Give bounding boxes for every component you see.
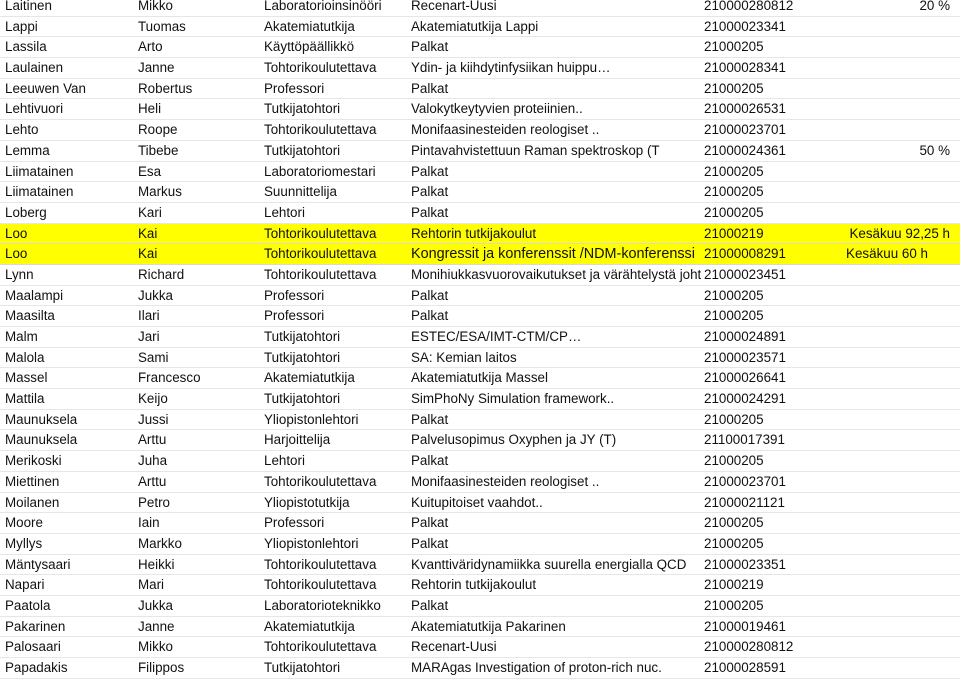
first-name-cell[interactable]: Mari	[138, 577, 165, 593]
first-name-cell[interactable]: Tibebe	[138, 142, 179, 158]
table-row-highlighted[interactable]	[0, 224, 960, 245]
project-cell[interactable]: Palkat	[411, 204, 449, 220]
job-title-cell[interactable]: Suunnittelija	[264, 184, 337, 200]
table-row[interactable]	[0, 555, 960, 576]
table-row[interactable]	[0, 182, 960, 203]
project-cell[interactable]: Akatemiatutkija Lappi	[411, 18, 539, 34]
project-code-cell[interactable]: 21000021121	[704, 494, 785, 510]
surname-cell[interactable]: Leeuwen Van	[5, 80, 86, 96]
project-code-cell[interactable]: 21000205	[704, 515, 764, 531]
first-name-cell[interactable]: Kai	[138, 246, 158, 262]
table-row[interactable]	[0, 575, 960, 596]
surname-cell[interactable]: Palosaari	[5, 639, 61, 655]
surname-cell[interactable]: Lassila	[5, 39, 47, 55]
first-name-cell[interactable]: Francesco	[138, 370, 201, 386]
project-cell[interactable]: Palkat	[411, 287, 449, 303]
project-code-cell[interactable]: 21100017391	[704, 432, 785, 448]
project-cell[interactable]: Monihiukkasvuorovaikutukset ja värähtelystä joht	[411, 266, 701, 282]
job-title-cell[interactable]: Akatemiatutkija	[264, 618, 355, 634]
surname-cell[interactable]: Liimatainen	[5, 184, 74, 200]
table-row[interactable]	[0, 0, 960, 17]
job-title-cell[interactable]: Tutkijatohtori	[264, 142, 341, 158]
job-title-cell[interactable]: Tutkijatohtori	[264, 349, 341, 365]
project-cell[interactable]: Pintavahvistettuun Raman spektroskop (T	[411, 142, 660, 158]
table-row[interactable]	[0, 58, 960, 79]
project-cell[interactable]: Palkat	[411, 515, 449, 531]
first-name-cell[interactable]: Petro	[138, 494, 171, 510]
table-row[interactable]	[0, 389, 960, 410]
table-row[interactable]	[0, 451, 960, 472]
project-code-cell[interactable]: 21000028341	[704, 60, 786, 76]
surname-cell[interactable]: Lynn	[5, 266, 34, 282]
job-title-cell[interactable]: Professori	[264, 287, 325, 303]
job-title-cell[interactable]: Lehtori	[264, 453, 305, 469]
table-row[interactable]	[0, 99, 960, 120]
project-code-cell[interactable]: 21000024361	[704, 142, 786, 158]
job-title-cell[interactable]: Tohtorikoulutettava	[264, 246, 377, 262]
surname-cell[interactable]: Loberg	[5, 204, 47, 220]
job-title-cell[interactable]: Akatemiatutkija	[264, 18, 355, 34]
surname-cell[interactable]: Moore	[5, 515, 43, 531]
project-cell[interactable]: Valokytkeytyvien proteiinien..	[411, 101, 583, 117]
job-title-cell[interactable]: Käyttöpäällikkö	[264, 39, 355, 55]
surname-cell[interactable]: Maunuksela	[5, 411, 78, 427]
table-row[interactable]	[0, 430, 960, 451]
table-row[interactable]	[0, 327, 960, 348]
project-code-cell[interactable]: 21000205	[704, 80, 764, 96]
table-row[interactable]	[0, 286, 960, 307]
job-title-cell[interactable]: Tohtorikoulutettava	[264, 122, 377, 138]
table-row[interactable]	[0, 472, 960, 493]
surname-cell[interactable]: Myllys	[5, 535, 43, 551]
project-cell[interactable]: Palkat	[411, 80, 449, 96]
project-cell[interactable]: ESTEC/ESA/IMT-CTM/CP…	[411, 329, 582, 344]
first-name-cell[interactable]: Heikki	[138, 556, 175, 572]
first-name-cell[interactable]: Roope	[138, 122, 178, 138]
project-code-cell[interactable]: 21000205	[704, 287, 764, 303]
table-row[interactable]	[0, 17, 960, 38]
first-name-cell[interactable]: Janne	[138, 618, 175, 634]
surname-cell[interactable]: Lemma	[5, 142, 50, 158]
job-title-cell[interactable]: Tohtorikoulutettava	[264, 577, 377, 593]
first-name-cell[interactable]: Keijo	[138, 391, 168, 407]
job-title-cell[interactable]: Tutkijatohtori	[264, 391, 341, 407]
job-title-cell[interactable]: Tutkijatohtori	[264, 101, 341, 117]
project-code-cell[interactable]: 21000023701	[704, 122, 786, 138]
surname-cell[interactable]: Merikoski	[5, 453, 62, 469]
table-row[interactable]	[0, 79, 960, 100]
project-code-cell[interactable]: 21000023451	[704, 266, 786, 282]
first-name-cell[interactable]: Jukka	[138, 287, 173, 303]
project-cell[interactable]: Kvanttiväridynamiikka suurella energialla QCD	[411, 556, 687, 572]
job-title-cell[interactable]: Harjoittelija	[264, 432, 331, 448]
surname-cell[interactable]: Napari	[5, 577, 45, 593]
project-cell[interactable]: Kuitupitoiset vaahdot..	[411, 494, 543, 510]
first-name-cell[interactable]: Mikko	[138, 0, 173, 13]
project-cell[interactable]: SA: Kemian laitos	[411, 349, 517, 365]
first-name-cell[interactable]: Kari	[138, 204, 162, 220]
project-cell[interactable]: Akatemiatutkija Pakarinen	[411, 618, 566, 634]
job-title-cell[interactable]: Professori	[264, 515, 325, 531]
job-title-cell[interactable]: Yliopistonlehtori	[264, 535, 359, 551]
surname-cell[interactable]: Lehto	[5, 122, 39, 138]
project-cell[interactable]: Rehtorin tutkijakoulut	[411, 577, 537, 593]
project-code-cell[interactable]: 21000205	[704, 184, 764, 200]
project-code-cell[interactable]: 210000280812	[704, 0, 794, 13]
first-name-cell[interactable]: Arto	[138, 39, 163, 55]
job-title-cell[interactable]: Akatemiatutkija	[264, 370, 355, 386]
project-code-cell[interactable]: 21000205	[704, 39, 764, 55]
table-row-highlighted[interactable]	[0, 244, 960, 265]
first-name-cell[interactable]: Tuomas	[138, 18, 186, 34]
project-code-cell[interactable]: 21000026641	[704, 370, 786, 386]
job-title-cell[interactable]: Tohtorikoulutettava	[264, 639, 377, 655]
project-cell[interactable]: Recenart-Uusi	[411, 0, 497, 13]
project-code-cell[interactable]: 21000205	[704, 411, 764, 427]
job-title-cell[interactable]: Yliopistotutkija	[264, 494, 350, 510]
project-code-cell[interactable]: 21000019461	[704, 618, 786, 634]
project-cell[interactable]: Ydin- ja kiihdytinfysiikan huippu…	[411, 60, 611, 76]
first-name-cell[interactable]: Jukka	[138, 597, 173, 613]
first-name-cell[interactable]: Markko	[138, 535, 182, 551]
project-code-cell[interactable]: 21000219	[704, 577, 764, 593]
surname-cell[interactable]: Malola	[5, 349, 45, 365]
note-cell[interactable]: Kesäkuu 92,25 h	[849, 225, 950, 241]
project-code-cell[interactable]: 21000219	[704, 225, 764, 241]
project-code-cell[interactable]: 21000023701	[704, 473, 786, 489]
surname-cell[interactable]: Laulainen	[5, 60, 64, 76]
project-code-cell[interactable]: 21000023571	[704, 349, 786, 365]
job-title-cell[interactable]: Tutkijatohtori	[264, 660, 341, 675]
project-cell[interactable]: SimPhoNy Simulation framework..	[411, 391, 615, 407]
job-title-cell[interactable]: Tutkijatohtori	[264, 329, 341, 344]
project-code-cell[interactable]: 21000205	[704, 163, 764, 179]
first-name-cell[interactable]: Sami	[138, 349, 169, 365]
first-name-cell[interactable]: Mikko	[138, 639, 173, 655]
job-title-cell[interactable]: Professori	[264, 80, 325, 96]
job-title-cell[interactable]: Professori	[264, 308, 325, 324]
project-cell[interactable]: Akatemiatutkija Massel	[411, 370, 548, 386]
table-row[interactable]	[0, 658, 960, 679]
project-code-cell[interactable]: 21000028591	[704, 660, 786, 675]
project-cell[interactable]: Palkat	[411, 184, 449, 200]
project-cell[interactable]: Palkat	[411, 453, 449, 469]
surname-cell[interactable]: Laitinen	[5, 0, 52, 13]
project-code-cell[interactable]: 210000280812	[704, 639, 794, 655]
surname-cell[interactable]: Lappi	[5, 18, 38, 34]
note-cell[interactable]: 50 %	[919, 142, 950, 158]
project-cell[interactable]: Monifaasinesteiden reologiset ..	[411, 122, 600, 138]
surname-cell[interactable]: Maasilta	[5, 308, 55, 324]
table-row[interactable]	[0, 348, 960, 369]
surname-cell[interactable]: Liimatainen	[5, 163, 74, 179]
first-name-cell[interactable]: Esa	[138, 163, 162, 179]
job-title-cell[interactable]: Lehtori	[264, 204, 305, 220]
surname-cell[interactable]: Moilanen	[5, 494, 60, 510]
job-title-cell[interactable]: Tohtorikoulutettava	[264, 60, 377, 76]
job-title-cell[interactable]: Laboratorioteknikko	[264, 597, 381, 613]
table-row[interactable]	[0, 637, 960, 658]
table-row[interactable]	[0, 141, 960, 162]
project-cell[interactable]: Recenart-Uusi	[411, 639, 497, 655]
project-code-cell[interactable]: 21000205	[704, 453, 764, 469]
project-code-cell[interactable]: 21000024891	[704, 329, 786, 344]
project-code-cell[interactable]: 21000205	[704, 535, 764, 551]
project-cell[interactable]: Monifaasinesteiden reologiset ..	[411, 473, 600, 489]
surname-cell[interactable]: Malm	[5, 329, 38, 344]
surname-cell[interactable]: Loo	[5, 225, 28, 241]
surname-cell[interactable]: Miettinen	[5, 473, 60, 489]
job-title-cell[interactable]: Tohtorikoulutettava	[264, 266, 377, 282]
surname-cell[interactable]: Massel	[5, 370, 48, 386]
surname-cell[interactable]: Lehtivuori	[5, 101, 64, 117]
surname-cell[interactable]: Papadakis	[5, 660, 68, 675]
project-cell[interactable]: Kongressit ja konferenssit /NDM-konferenssi	[411, 246, 695, 263]
first-name-cell[interactable]: Juha	[138, 453, 168, 469]
table-row[interactable]	[0, 203, 960, 224]
surname-cell[interactable]: Maunuksela	[5, 432, 78, 448]
first-name-cell[interactable]: Arttu	[138, 473, 167, 489]
table-row[interactable]	[0, 368, 960, 389]
first-name-cell[interactable]: Markus	[138, 184, 182, 200]
table-row[interactable]	[0, 162, 960, 183]
first-name-cell[interactable]: Filippos	[138, 660, 185, 675]
job-title-cell[interactable]: Laboratoriomestari	[264, 163, 376, 179]
project-code-cell[interactable]: 21000023341	[704, 18, 786, 34]
table-row[interactable]	[0, 513, 960, 534]
project-code-cell[interactable]: 21000205	[704, 597, 764, 613]
first-name-cell[interactable]: Janne	[138, 60, 175, 76]
project-cell[interactable]: Palkat	[411, 39, 449, 55]
first-name-cell[interactable]: Ilari	[138, 308, 160, 324]
job-title-cell[interactable]: Tohtorikoulutettava	[264, 225, 377, 241]
job-title-cell[interactable]: Laboratorioinsinööri	[264, 0, 382, 13]
table-row[interactable]	[0, 617, 960, 638]
first-name-cell[interactable]: Robertus	[138, 80, 193, 96]
project-cell[interactable]: Palkat	[411, 411, 449, 427]
first-name-cell[interactable]: Kai	[138, 225, 158, 241]
note-cell[interactable]: Kesäkuu 60 h	[846, 246, 928, 262]
job-title-cell[interactable]: Tohtorikoulutettava	[264, 473, 377, 489]
first-name-cell[interactable]: Arttu	[138, 432, 167, 448]
job-title-cell[interactable]: Yliopistonlehtori	[264, 411, 359, 427]
table-row[interactable]	[0, 493, 960, 514]
project-code-cell[interactable]: 21000008291	[704, 246, 786, 262]
project-cell[interactable]: MARAgas Investigation of proton-rich nuc.	[411, 660, 662, 675]
first-name-cell[interactable]: Jussi	[138, 411, 169, 427]
surname-cell[interactable]: Pakarinen	[5, 618, 66, 634]
project-code-cell[interactable]: 21000205	[704, 308, 764, 324]
surname-cell[interactable]: Mattila	[5, 391, 45, 407]
surname-cell[interactable]: Paatola	[5, 597, 51, 613]
table-row[interactable]	[0, 265, 960, 286]
table-row[interactable]	[0, 410, 960, 431]
surname-cell[interactable]: Maalampi	[5, 287, 64, 303]
project-cell[interactable]: Rehtorin tutkijakoulut	[411, 225, 537, 241]
first-name-cell[interactable]: Richard	[138, 266, 185, 282]
project-cell[interactable]: Palkat	[411, 308, 449, 324]
table-row[interactable]	[0, 534, 960, 555]
project-code-cell[interactable]: 21000023351	[704, 556, 786, 572]
project-code-cell[interactable]: 21000024291	[704, 391, 786, 407]
note-cell[interactable]: 20 %	[919, 0, 950, 13]
first-name-cell[interactable]: Heli	[138, 101, 162, 117]
first-name-cell[interactable]: Iain	[138, 515, 160, 531]
project-code-cell[interactable]: 21000205	[704, 204, 764, 220]
project-cell[interactable]: Palkat	[411, 597, 449, 613]
table-row[interactable]	[0, 306, 960, 327]
project-code-cell[interactable]: 21000026531	[704, 101, 786, 117]
table-row[interactable]	[0, 596, 960, 617]
table-row[interactable]	[0, 120, 960, 141]
surname-cell[interactable]: Mäntysaari	[5, 556, 71, 572]
surname-cell[interactable]: Loo	[5, 246, 28, 262]
project-cell[interactable]: Palkat	[411, 163, 449, 179]
project-cell[interactable]: Palkat	[411, 535, 449, 551]
first-name-cell[interactable]: Jari	[138, 329, 160, 344]
project-cell[interactable]: Palvelusopimus Oxyphen ja JY (T)	[411, 432, 617, 448]
table-row[interactable]	[0, 37, 960, 58]
job-title-cell[interactable]: Tohtorikoulutettava	[264, 556, 377, 572]
